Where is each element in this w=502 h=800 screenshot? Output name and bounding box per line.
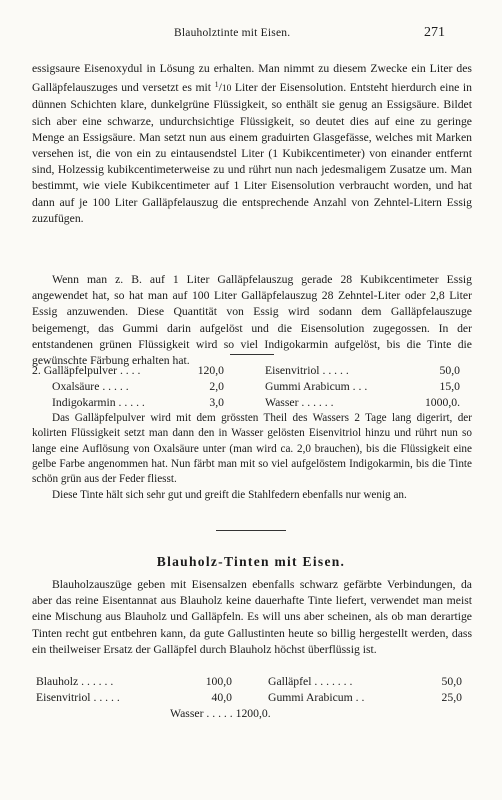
ingredient-qty: 50,0	[441, 675, 462, 688]
fraction-numerator: 1	[214, 80, 219, 90]
ingredient-qty: 100,0	[205, 675, 232, 688]
leader-dots: . . . . .	[102, 380, 129, 393]
leader-dots: . . . .	[119, 364, 141, 377]
ingredient-name: Indigokarmin	[52, 396, 116, 409]
paragraph-text-before-fraction: essigsaure Eisenoxydul in Lösung zu erhalten. Man nimmt zu diesem Zwecke ein Liter des Galläpfelauszuges und versetzt es mit	[32, 62, 472, 95]
recipe-3-row	[36, 691, 120, 707]
paragraph-intro: Blauholzauszüge geben mit Eisensalzen ebenfalls schwarz gefärbte Verbindungen, da aber das reine Eisentannat aus Blauholz keine dauerhafte Tinte liefert, verwendet man meist eine Mischung aus Blauholz und Galläpfeln. Es will uns aber scheinen, als ob man derartige Tinten recht gut entbehren kann, da gute Gallustinten heute so billig hergestellt werden, dass ein theilweiser Ersatz der Galläpfel durch Blauholz höchst überflüssig ist.	[32, 578, 472, 656]
recipe-2-row	[32, 364, 140, 380]
ingredient-name: Blauholz	[36, 675, 79, 688]
ingredient-qty: 15,0	[439, 380, 460, 393]
ingredient-qty: 1000,0.	[424, 396, 460, 409]
ingredient-qty: 120,0	[197, 364, 224, 377]
recipe-2-row	[52, 396, 145, 412]
ingredient-qty: 40,0	[211, 691, 232, 704]
separator-rule	[216, 530, 286, 531]
ingredient-name: Eisenvitriol	[265, 364, 320, 377]
paragraph-preparation: Das Galläpfelpulver wird mit dem grössten Theil des Wassers 2 Tage lang digerirt, der kolirten Flüssigkeit setzt man dann den in Wasser gelösten Eisenvitriol hinzu und rührt nun so lange eine Auflösung von Oxalsäure unter (man wird ca. 2,0 brauchen), bis die Flüssigkeit eine gelbe Farbe angenommen hat. Nun färbt man mit so viel aufgelöstem Indigokarmin, bis die Tinte schön grün aus der Feder fliesst.	[32, 412, 472, 486]
paragraph-example: Wenn man z. B. auf 1 Liter Galläpfelauszug gerade 28 Kubikcentimeter Essig angewendet hat, so hat man auf 100 Liter Galläpfelauszug 28 Zehntel-Liter oder 2,8 Liter Essig anzuwenden. Diese Quantität von Essig wird sodann dem Galläpfelauszuge beigemengt, das Gummi darin aufgelöst und die Eisensolution zugegossen. In der entstandenen grünen Flüssigkeit wird so viel Indigokarmin aufgelöst, bis die Tinte die gewünschte Färbung erhalten hat.	[32, 273, 472, 368]
fraction: $^1$/10	[214, 80, 232, 95]
ingredient-name: Oxalsäure	[52, 380, 100, 393]
recipe-3-row	[170, 707, 271, 723]
recipe-2-row	[265, 380, 367, 396]
recipe-number: 2.	[32, 364, 41, 377]
paragraph-note: Diese Tinte hält sich sehr gut und greift die Stahlfedern ebenfalls nur wenig an.	[52, 489, 407, 501]
ingredient-name: Wasser	[170, 707, 204, 720]
leader-dots: . . . . .	[118, 396, 145, 409]
page-number: 271	[424, 25, 445, 40]
recipe-2-row	[265, 396, 334, 412]
recipe-2-row	[52, 380, 129, 396]
recipe-3-row	[268, 691, 364, 707]
ingredient-name: Wasser	[265, 396, 299, 409]
ingredient-name: Galläpfel	[268, 675, 312, 688]
leader-dots: . .	[355, 691, 365, 704]
separator-rule	[230, 354, 274, 355]
ingredient-name: Gummi Arabicum	[268, 691, 353, 704]
page-header	[0, 27, 502, 45]
running-head: Blauholztinte mit Eisen.	[174, 27, 291, 39]
recipe-2-row	[265, 364, 349, 380]
leader-dots: . . . . .	[93, 691, 120, 704]
ingredient-name: Gummi Arabicum	[265, 380, 350, 393]
leader-dots: . . . . . . .	[314, 675, 353, 688]
leader-dots: . . . . . .	[301, 396, 334, 409]
fraction-denominator: 10	[221, 84, 232, 95]
ingredient-qty: 3,0	[209, 396, 224, 409]
recipe-3-row	[36, 675, 113, 691]
section-heading: Blauholz-Tinten mit Eisen.	[156, 554, 346, 569]
ingredient-qty: 25,0	[441, 691, 462, 704]
recipe-3-row	[268, 675, 352, 691]
paragraph-continuation	[32, 61, 472, 227]
leader-dots: . . . . .	[206, 707, 233, 720]
ingredient-qty: 2,0	[209, 380, 224, 393]
paragraph-text-after-fraction: Liter der Eisensolution. Entsteht hierdurch eine in dünnen Schichten klare, dunkelgrüne Flüssigkeit, so enthält sie genug an Essigsäure. Bildet sich aber eine schwarze, undurchsichtige Flüssigkeit, so deutet dies auf eine zu geringe Menge an Essigsäure. Man setzt nun aus einem graduirten Glasgefässe, welches mit Marken versehen ist, die von ein zu eintausendstel Liter (1 Kubikcentimeter) von einander entfernt sind, Holzessig kubikcentimeterweise zu und rührt nun nach jedesmaligem Zusatze um. Man bestimmt, wie viele Kubikcentimeter auf 1 Liter Eisensolution verbraucht worden, und hat dann auf je 100 Liter Galläpfelauszug die entsprechende Anzahl von Zehntel-Litern Essig zuzufügen.	[32, 81, 472, 225]
ingredient-name: Eisenvitriol	[36, 691, 91, 704]
leader-dots: . . . . .	[322, 364, 349, 377]
ingredient-name: Galläpfelpulver	[43, 364, 118, 377]
leader-dots: . . .	[352, 380, 368, 393]
ingredient-qty: 1200,0.	[235, 707, 271, 720]
ingredient-qty: 50,0	[439, 364, 460, 377]
leader-dots: . . . . . .	[81, 675, 114, 688]
